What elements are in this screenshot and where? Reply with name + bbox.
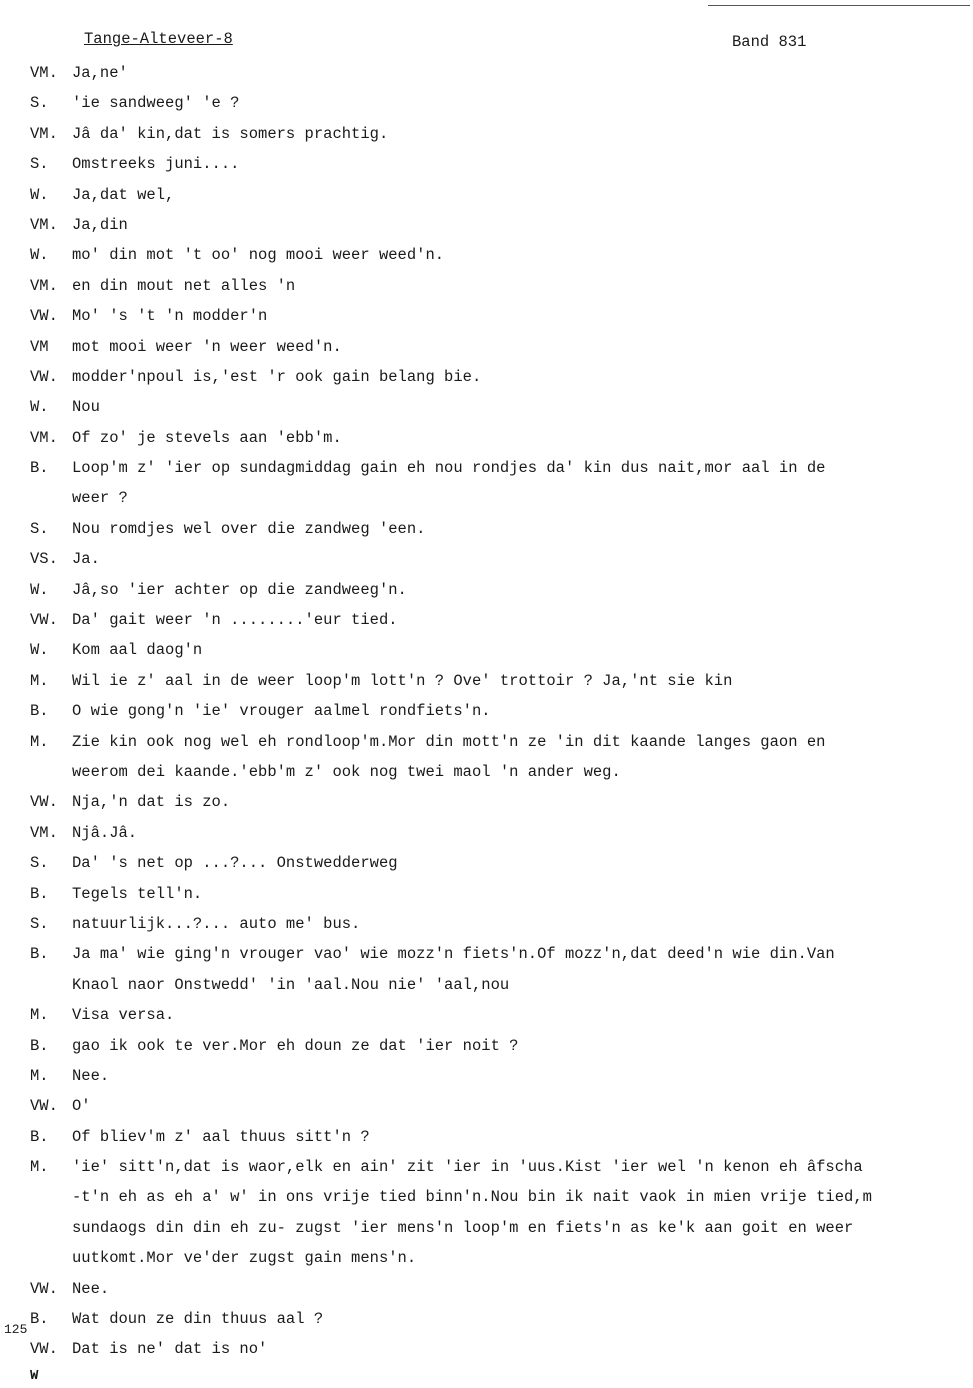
speaker-label: B. (30, 1127, 49, 1146)
speaker-label: VM. (30, 276, 58, 295)
transcript-line (0, 332, 973, 362)
transcript-line (0, 1213, 973, 1243)
transcript-lines (0, 58, 973, 1365)
utterance-text: mo' din mot 't oo' nog mooi weer weed'n. (72, 246, 445, 265)
speaker-label: W. (30, 185, 49, 204)
speaker-label: M. (30, 1066, 49, 1085)
speaker-label: VM (30, 337, 49, 356)
utterance-text: Da' 's net op ...?... Onstwedderweg (72, 854, 398, 873)
utterance-text: Of zo' je stevels aan 'ebb'm. (72, 428, 342, 447)
speaker-label: VW. (30, 1279, 58, 1298)
utterance-text: 'ie sandweeg' 'e ? (72, 94, 240, 113)
speaker-label: M. (30, 1006, 49, 1025)
transcript-line (0, 727, 973, 757)
utterance-text: Loop'm z' 'ier op sundagmiddag gain eh nou rondjes da' kin dus nait,mor aal in de (72, 459, 826, 478)
transcript-line (0, 514, 973, 544)
utterance-text: Njâ.Jâ. (72, 823, 138, 842)
transcript-line (0, 1152, 973, 1182)
utterance-text: Ja,ne' (72, 64, 128, 82)
stray-mark: W (30, 1368, 39, 1384)
utterance-text: Ja,dat wel, (72, 185, 175, 204)
utterance-text: mot mooi weer 'n weer weed'n. (72, 337, 342, 356)
transcript-line (0, 605, 973, 635)
utterance-text: Kom aal daog'n (72, 641, 203, 660)
transcript-line (0, 149, 973, 179)
speaker-label: W. (30, 580, 49, 599)
utterance-text: O' (72, 1097, 91, 1116)
transcript-line (0, 1031, 973, 1061)
transcript-line (0, 970, 973, 1000)
transcript-line (0, 1091, 973, 1121)
speaker-label: VM. (30, 215, 58, 234)
speaker-label: S. (30, 155, 49, 174)
transcript-line (0, 1122, 973, 1152)
transcript-line (0, 1182, 973, 1212)
transcript-line (0, 1243, 973, 1273)
transcript-line (0, 1304, 973, 1334)
utterance-text: Nou romdjes wel over die zandweg 'een. (72, 519, 426, 538)
band-number: Band 831 (732, 33, 807, 51)
speaker-label: VW. (30, 367, 58, 386)
speaker-label: VM. (30, 64, 58, 82)
utterance-text: Zie kin ook nog wel eh rondloop'm.Mor din mott'n ze 'in dit kaande langes gaon en (72, 732, 826, 751)
utterance-text: Nja,'n dat is zo. (72, 793, 231, 812)
utterance-text: Wat doun ze din thuus aal ? (72, 1310, 324, 1329)
transcript-line (0, 909, 973, 939)
transcript-line (0, 362, 973, 392)
transcript-line (0, 1061, 973, 1091)
transcript-line (0, 575, 973, 605)
transcript-line (0, 180, 973, 210)
transcript-line (0, 240, 973, 270)
utterance-text: Nee. (72, 1279, 110, 1298)
utterance-text: weerom dei kaande.'ebb'm z' ook nog twei maol 'n ander weg. (72, 762, 621, 781)
transcript-line (0, 666, 973, 696)
speaker-label: VW. (30, 1097, 58, 1116)
speaker-label: B. (30, 1310, 49, 1329)
transcript-line (0, 757, 973, 787)
speaker-label: S. (30, 519, 49, 538)
transcript-line (0, 879, 973, 909)
speaker-label: B. (30, 1036, 49, 1055)
utterance-text: en din mout net alles 'n (72, 276, 296, 295)
speaker-label: S. (30, 94, 49, 113)
page-title: Tange-Alteveer-8 (84, 30, 233, 48)
transcript-line (0, 88, 973, 118)
utterance-text: Da' gait weer 'n ........'eur tied. (72, 611, 398, 630)
transcript-line (0, 453, 973, 483)
speaker-label: W. (30, 398, 49, 417)
speaker-label: M. (30, 1158, 49, 1177)
transcript-line (0, 483, 973, 513)
utterance-text: modder'npoul is,'est 'r ook gain belang bie. (72, 367, 482, 386)
utterance-text: Tegels tell'n. (72, 884, 203, 903)
speaker-label: M. (30, 732, 49, 751)
speaker-label: M. (30, 671, 49, 690)
utterance-text: Dat is ne' dat is no' (72, 1340, 268, 1359)
transcript-line (0, 544, 973, 574)
transcript-line (0, 848, 973, 878)
utterance-text: Mo' 's 't 'n modder'n (72, 307, 268, 326)
utterance-text: Ja,din (72, 215, 128, 234)
speaker-label: VM. (30, 823, 58, 842)
speaker-label: S. (30, 854, 49, 873)
transcript-line (0, 1274, 973, 1304)
utterance-text: uutkomt.Mor ve'der zugst gain mens'n. (72, 1249, 417, 1268)
speaker-label: B. (30, 884, 49, 903)
transcript-line (0, 58, 973, 88)
speaker-label: S. (30, 914, 49, 933)
utterance-text: natuurlijk...?... auto me' bus. (72, 914, 361, 933)
utterance-text: O wie gong'n 'ie' vrouger aalmel rondfiets'n. (72, 702, 491, 721)
transcript-line (0, 423, 973, 453)
transcript-line (0, 119, 973, 149)
speaker-label: VW. (30, 307, 58, 326)
utterance-text: weer ? (72, 489, 128, 508)
utterance-text: Nou (72, 398, 100, 417)
transcript-line (0, 1000, 973, 1030)
speaker-label: B. (30, 459, 49, 478)
transcript-line (0, 271, 973, 301)
speaker-label: B. (30, 945, 49, 964)
utterance-text: Visa versa. (72, 1006, 175, 1025)
utterance-text: Jâ da' kin,dat is somers prachtig. (72, 124, 389, 143)
utterance-text: Ja ma' wie ging'n vrouger vao' wie mozz'n fiets'n.Of mozz'n,dat deed'n wie din.Van (72, 945, 835, 964)
transcript-line (0, 1334, 973, 1364)
transcript-line (0, 635, 973, 665)
speaker-label: W. (30, 246, 49, 265)
utterance-text: -t'n eh as eh a' w' in ons vrije tied binn'n.Nou bin ik nait vaok in mien vrije tied,m (72, 1188, 872, 1207)
speaker-label: B. (30, 702, 49, 721)
utterance-text: sundaogs din din eh zu- zugst 'ier mens'n loop'm en fiets'n as ke'k aan goit en weer (72, 1218, 854, 1237)
utterance-text: Knaol naor Onstwedd' 'in 'aal.Nou nie' 'aal,nou (72, 975, 510, 994)
utterance-text: Of bliev'm z' aal thuus sitt'n ? (72, 1127, 370, 1146)
utterance-text: Omstreeks juni.... (72, 155, 240, 174)
utterance-text: Ja. (72, 550, 100, 569)
speaker-label: VW. (30, 793, 58, 812)
utterance-text: gao ik ook te ver.Mor eh doun ze dat 'ier noit ? (72, 1036, 519, 1055)
transcript-line (0, 787, 973, 817)
speaker-label: VM. (30, 428, 58, 447)
transcript-line (0, 818, 973, 848)
speaker-label: VW. (30, 611, 58, 630)
transcript-line (0, 210, 973, 240)
speaker-label: W. (30, 641, 49, 660)
speaker-label: VM. (30, 124, 58, 143)
speaker-label: VW. (30, 1340, 58, 1359)
transcript-line (0, 392, 973, 422)
utterance-text: Wil ie z' aal in de weer loop'm lott'n ? Ove' trottoir ? Ja,'nt sie kin (72, 671, 733, 690)
margin-note: 125 (4, 1322, 28, 1337)
transcript-line (0, 939, 973, 969)
utterance-text: 'ie' sitt'n,dat is waor,elk en ain' zit 'ier in 'uus.Kist 'ier wel 'n kenon eh âfscha (72, 1158, 863, 1177)
utterance-text: Jâ,so 'ier achter op die zandweeg'n. (72, 580, 407, 599)
transcript-line (0, 301, 973, 331)
utterance-text: Nee. (72, 1066, 110, 1085)
top-rule (708, 5, 970, 6)
speaker-label: VS. (30, 550, 58, 569)
transcript-line (0, 696, 973, 726)
